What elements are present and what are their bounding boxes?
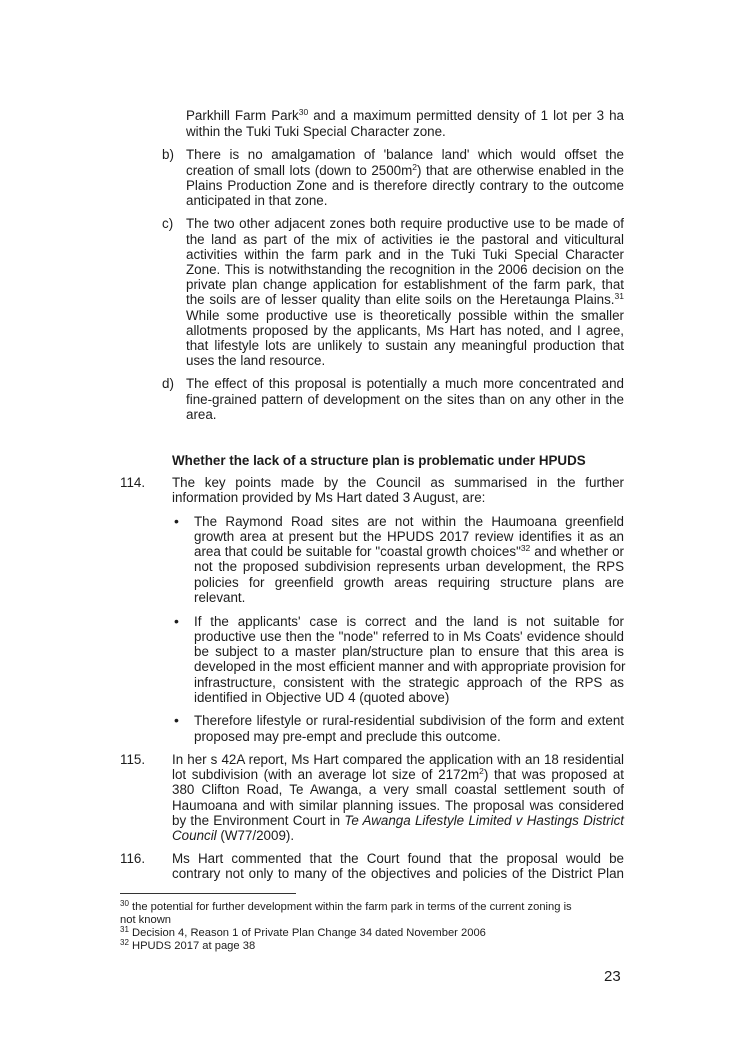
- body-line: growth area at present but the HPUDS 2017 review identifies it as an: [194, 529, 624, 544]
- body-line: Haumoana and with similar planning issues. The proposal was considered: [172, 798, 624, 813]
- body-line: Therefore lifestyle or rural-residential subdivision of the form and extent: [194, 713, 624, 728]
- body-line: within the Tuki Tuki Special Character zone.: [186, 124, 446, 139]
- body-line: Council (W77/2009).: [172, 828, 295, 843]
- body-line: contrary not only to many of the objectives and policies of the District Plan: [172, 866, 624, 881]
- body-line: activities within the farm park and in the Tuki Tuki Special Character: [186, 247, 624, 262]
- body-line: If the applicants' case is correct and the land is not suitable for: [194, 614, 624, 629]
- footnote-30: $^{30}$ the potential for further development within the farm park in terms of the current zoning is: [120, 899, 572, 913]
- body-line: not the proposed subdivision represents urban development, the RPS: [194, 559, 624, 574]
- body-line: The Raymond Road sites are not within the Haumoana greenfield: [194, 514, 624, 529]
- body-line: Zone. This is notwithstanding the recognition in the 2006 decision on the: [186, 262, 624, 277]
- footnote-30-cont: not known: [120, 914, 171, 926]
- body-line: Plains Production Zone and is therefore directly contrary to the outcome: [186, 178, 624, 193]
- body-line: proposed may pre-empt and preclude this outcome.: [194, 729, 501, 744]
- body-line: There is no amalgamation of 'balance land' which would offset the: [186, 147, 624, 162]
- footnote-31: $^{31}$ Decision 4, Reason 1 of Private Plan Change 34 dated November 2006: [120, 925, 486, 939]
- body-line: creation of small lots (down to $2500m^2$) that are otherwise enabled in the: [186, 162, 624, 178]
- bullet-icon: •: [174, 712, 179, 728]
- body-line: Parkhill Farm Park$^{30}$ and a maximum permitted density of 1 lot per 3 ha: [186, 107, 624, 123]
- body-line: identified in Objective UD 4 (quoted above): [194, 690, 450, 705]
- body-line: private plan change application for establishment of the farm park, that: [186, 277, 624, 292]
- page-number: 23: [604, 968, 621, 985]
- bullet-icon: •: [174, 513, 179, 529]
- footnote-32: $^{32}$ HPUDS 2017 at page 38: [120, 938, 256, 952]
- body-line: Ms Hart commented that the Court found that the proposal would be: [172, 851, 624, 866]
- body-line: relevant.: [194, 590, 246, 605]
- body-line: anticipated in that zone.: [186, 193, 328, 208]
- body-line: productive use then the "node" referred to in Ms Coats' evidence should: [194, 629, 624, 644]
- body-line: 380 Clifton Road, Te Awanga, a very small coastal settlement south of: [172, 782, 624, 797]
- body-line: be subject to a master plan/structure plan to ensure that this area is: [194, 644, 624, 659]
- body-line: While some productive use is theoretically possible within the smaller: [186, 308, 624, 323]
- paragraph-number: 116.: [120, 851, 146, 866]
- paragraph-number: 115.: [120, 752, 146, 767]
- body-line: The effect of this proposal is potentially a much more concentrated and: [186, 376, 624, 391]
- body-line: infrastructure, consistent with the strategic approach of the RPS as: [194, 675, 624, 690]
- body-line: that lifestyle lots are unlikely to sustain any meaningful production that: [186, 338, 624, 353]
- list-label-b: b): [162, 147, 174, 162]
- body-line: developed in the most efficient manner and with appropriate provision for: [194, 659, 626, 674]
- body-line: information provided by Ms Hart dated 3 August, are:: [172, 490, 486, 505]
- body-line: fine-grained pattern of development on the sites than on any other in the: [186, 392, 624, 407]
- body-line: by the Environment Court in Te Awanga Lifestyle Limited v Hastings District: [172, 813, 624, 828]
- body-line: In her s 42A report, Ms Hart compared the application with an 18 residential: [172, 752, 624, 767]
- body-line: area that could be suitable for "coastal growth choices"$^{32}$ and whether or: [194, 543, 624, 559]
- body-line: uses the land resource.: [186, 353, 326, 368]
- body-line: policies for greenfield growth areas requiring structure plans are: [194, 575, 624, 590]
- paragraph-number: 114.: [120, 475, 146, 490]
- body-line: The key points made by the Council as summarised in the further: [172, 475, 624, 490]
- body-line: allotments proposed by the applicants, Ms Hart has noted, and I agree,: [186, 323, 624, 338]
- body-line: the soils are of lesser quality than elite soils on the Heretaunga Plains.$^{31}$: [186, 291, 624, 307]
- body-line: the land as part of the mix of activities ie the pastoral and viticultural: [186, 232, 624, 247]
- body-line: The two other adjacent zones both require productive use to be made of: [186, 216, 624, 231]
- list-label-c: c): [162, 216, 174, 231]
- body-line: area.: [186, 407, 217, 422]
- body-line: lot subdivision (with an average lot size of $2172m^2$) that was proposed at: [172, 766, 624, 782]
- section-heading: Whether the lack of a structure plan is problematic under HPUDS: [172, 453, 586, 468]
- footnote-divider: [120, 893, 296, 894]
- list-label-d: d): [162, 376, 174, 391]
- bullet-icon: •: [174, 613, 179, 629]
